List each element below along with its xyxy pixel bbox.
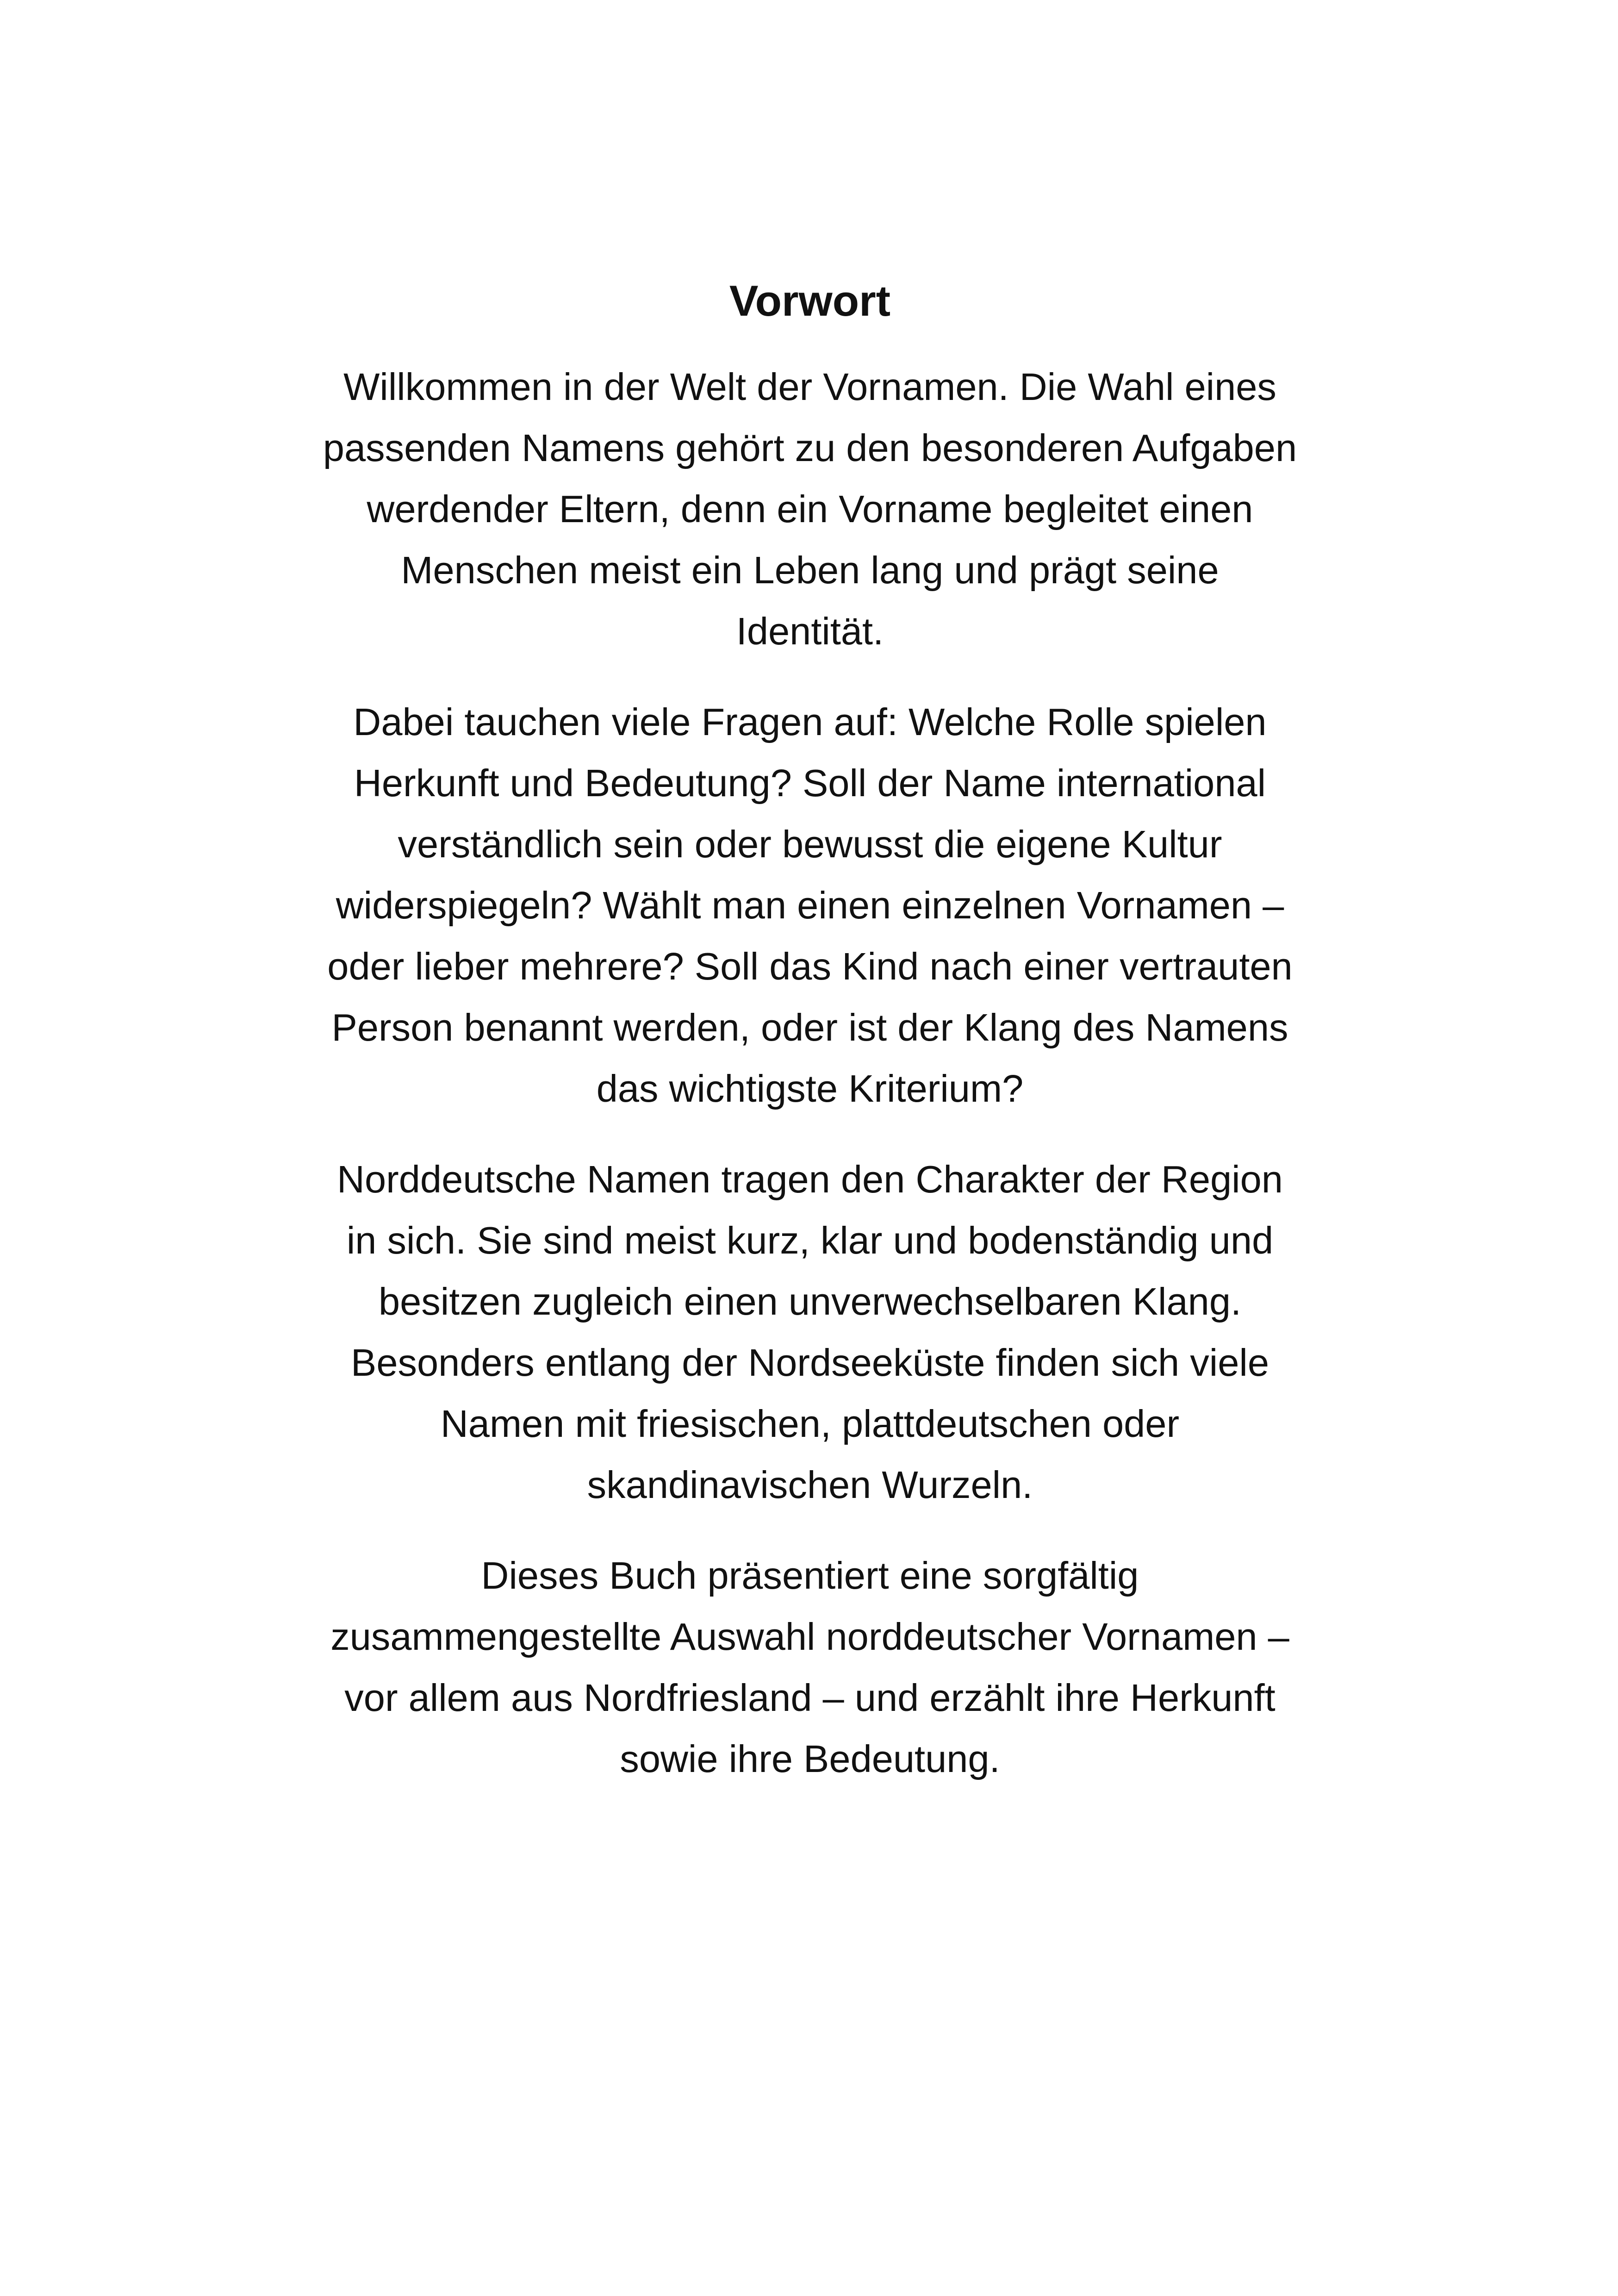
preface-content <box>268 268 1351 1819</box>
text-line: passenden Namens gehört zu den besonderen Aufgaben <box>323 426 1297 469</box>
text-line: Dabei tauchen viele Fragen auf: Welche Rolle spielen <box>353 700 1267 743</box>
text-line: Herkunft und Bedeutung? Soll der Name international <box>354 761 1266 805</box>
text-line: Dieses Buch präsentiert eine sorgfältig <box>481 1554 1139 1597</box>
text-line: werdender Eltern, denn ein Vorname begleitet einen <box>367 487 1253 530</box>
text-line: sowie ihre Bedeutung. <box>620 1737 1000 1780</box>
text-line: Menschen meist ein Leben lang und prägt seine <box>401 549 1219 592</box>
text-line: verständlich sein oder bewusst die eigene Kultur <box>398 823 1222 866</box>
text-line: Norddeutsche Namen tragen den Charakter der Region <box>337 1158 1283 1201</box>
text-line: skandinavischen Wurzeln. <box>587 1463 1033 1506</box>
text-line: Namen mit friesischen, plattdeutschen oder <box>440 1402 1180 1445</box>
text-line: in sich. Sie sind meist kurz, klar und bodenständig und <box>346 1219 1274 1262</box>
text-line: Identität. <box>736 610 884 653</box>
page-title: Vorwort <box>729 276 891 325</box>
text-line: Willkommen in der Welt der Vornamen. Die Wahl eines <box>343 365 1276 408</box>
paragraph-questions <box>268 692 1351 1119</box>
text-line: Person benannt werden, oder ist der Klang des Namens <box>331 1006 1288 1049</box>
text-line: das wichtigste Kriterium? <box>596 1067 1024 1110</box>
paragraph-region <box>268 1149 1351 1516</box>
text-line: vor allem aus Nordfriesland – und erzählt ihre Herkunft <box>344 1676 1276 1719</box>
paragraph-intro <box>268 356 1351 662</box>
text-line: oder lieber mehrere? Soll das Kind nach einer vertrauten <box>327 945 1293 988</box>
text-line: besitzen zugleich einen unverwechselbaren Klang. <box>378 1280 1242 1323</box>
paragraph-book <box>268 1545 1351 1790</box>
text-line: widerspiegeln? Wählt man einen einzelnen Vornamen – <box>336 884 1284 927</box>
text-line: Besonders entlang der Nordseeküste finden sich viele <box>351 1341 1269 1384</box>
text-line: zusammengestellte Auswahl norddeutscher Vornamen – <box>330 1615 1289 1658</box>
